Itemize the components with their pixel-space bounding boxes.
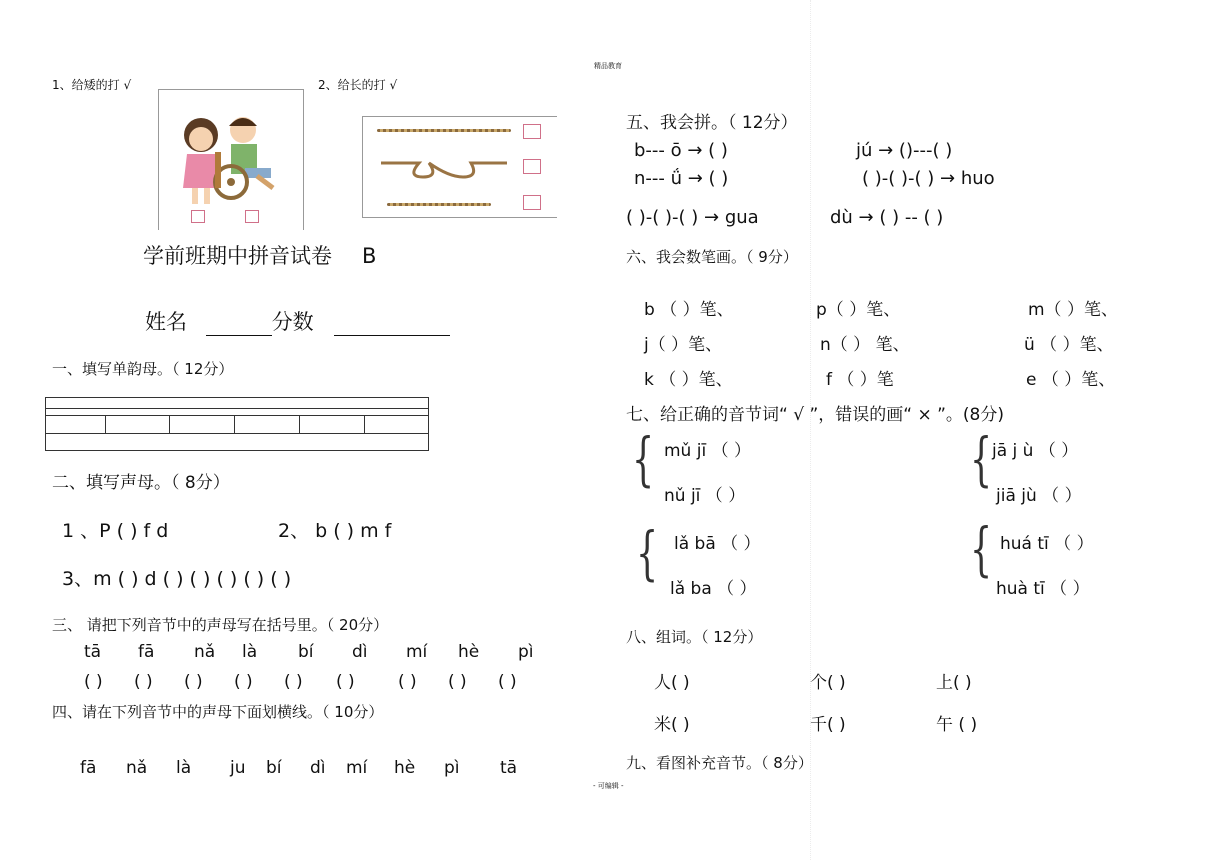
syllable-choice: huá tī （ ） — [1000, 534, 1094, 554]
short-kids-picture — [158, 89, 304, 230]
section-2-row-2: 3、m ( ) d ( ) ( ) ( ) ( ) ( ) — [62, 568, 292, 590]
syllable[interactable]: bí — [266, 758, 282, 778]
section-5-row-2b: ( )-( )-( ) → huo — [862, 168, 995, 189]
syllable[interactable]: hè — [394, 758, 416, 778]
stroke-count-cell: e （ ）笔、 — [1026, 370, 1116, 390]
section-1-title: 一、填写单韵母。 — [52, 360, 173, 378]
word-cell: 米( ) — [654, 715, 690, 735]
syllable[interactable]: fā — [80, 758, 97, 778]
word-cell: 千( ) — [810, 715, 846, 735]
grid-divider — [234, 415, 235, 433]
syllable-choice: jā j ù （ ） — [992, 441, 1079, 461]
section-3-points: （ 20分） — [326, 616, 389, 634]
section-2-heading — [52, 468, 230, 493]
syllable[interactable]: pì — [444, 758, 460, 778]
syllable-choice: lǎ bā （ ） — [674, 534, 761, 554]
section-2-points: （ 8分） — [171, 473, 230, 493]
children-illustration — [159, 90, 303, 230]
section-6-heading: 六、我会数笔画。（ 9分） — [626, 248, 798, 266]
syllable: mí — [406, 642, 428, 662]
page-title — [143, 240, 376, 270]
grid-divider — [105, 415, 106, 433]
answer-box-rope-1[interactable] — [523, 124, 541, 139]
grid-line — [46, 415, 428, 416]
syllable-choice: jiā jù （ ） — [996, 486, 1082, 506]
name-label: 姓名 — [145, 310, 187, 334]
rope-short — [387, 203, 491, 206]
word-cell: 午 ( ) — [936, 715, 978, 735]
stroke-count-cell: p（ ）笔、 — [816, 300, 901, 320]
syllable[interactable]: tā — [500, 758, 518, 778]
stroke-count-cell: f （ ）笔 — [826, 370, 894, 390]
answer-paren[interactable]: ( ) — [234, 672, 253, 692]
syllable[interactable]: là — [176, 758, 192, 778]
title-text: 学前班期中拼音试卷 — [143, 244, 332, 268]
answer-paren[interactable]: ( ) — [84, 672, 103, 692]
answer-box-girl[interactable] — [191, 210, 205, 223]
syllable[interactable]: dì — [310, 758, 326, 778]
grid-line — [46, 408, 428, 409]
question-long-label: 2、给长的打 √ — [318, 78, 398, 92]
answer-paren[interactable]: ( ) — [184, 672, 203, 692]
syllable: fā — [138, 642, 155, 662]
syllable-choice: mǔ jī （ ） — [664, 441, 751, 461]
score-field[interactable] — [334, 313, 450, 336]
title-version: B — [362, 244, 377, 268]
answer-box-boy[interactable] — [245, 210, 259, 223]
section-1-heading — [52, 358, 233, 379]
section-2-row-1a: 1 、P ( ) f d — [62, 520, 169, 542]
stroke-count-cell: n（ ） 笔、 — [820, 335, 910, 355]
footer-note: - 可编辑 - — [593, 782, 624, 790]
syllable: nǎ — [194, 642, 216, 662]
name-field[interactable] — [206, 313, 272, 336]
answer-box-rope-2[interactable] — [523, 159, 541, 174]
word-cell: 上( ) — [936, 673, 972, 693]
stroke-count-cell: k （ ）笔、 — [644, 370, 733, 390]
syllable-choice: lǎ ba （ ） — [670, 579, 757, 599]
syllable-choice: nǔ jī （ ） — [664, 486, 746, 506]
stroke-count-cell: ü （ ）笔、 — [1024, 335, 1114, 355]
section-8-heading: 八、组词。（ 12分） — [626, 628, 763, 646]
section-1-points: （ 12分） — [172, 360, 234, 378]
grid-line — [46, 433, 428, 434]
word-cell: 个( ) — [810, 673, 846, 693]
brace-icon: { — [636, 519, 659, 587]
brace-icon: { — [970, 515, 993, 583]
section-4-points: （ 10分） — [322, 703, 384, 721]
answer-paren[interactable]: ( ) — [336, 672, 355, 692]
grid-divider — [364, 415, 365, 433]
section-3-heading — [52, 614, 388, 635]
syllable[interactable]: ju — [230, 758, 246, 778]
section-5-heading: 五、我会拼。（ 12分） — [626, 113, 798, 133]
syllable: hè — [458, 642, 480, 662]
section-2-title: 二、填写声母。 — [52, 473, 171, 493]
section-2-row-1b: 2、 b ( ) m f — [278, 520, 392, 542]
answer-box-rope-3[interactable] — [523, 195, 541, 210]
syllable: pì — [518, 642, 534, 662]
question-short-label: 1、给矮的打 √ — [52, 78, 132, 92]
syllable[interactable]: mí — [346, 758, 368, 778]
syllable: tā — [84, 642, 102, 662]
section-4-heading — [52, 701, 383, 722]
name-score-line — [145, 306, 450, 336]
answer-paren[interactable]: ( ) — [498, 672, 517, 692]
answer-paren[interactable]: ( ) — [448, 672, 467, 692]
header-brand: 精品教育 — [594, 62, 622, 70]
brace-icon: { — [970, 425, 993, 493]
stroke-count-cell: b （ ）笔、 — [644, 300, 734, 320]
vowel-writing-grid[interactable] — [45, 397, 429, 451]
stroke-count-cell: j（ ）笔、 — [644, 335, 723, 355]
section-7-heading: 七、给正确的音节词“ √ ”，错误的画“ × ”。(8分) — [626, 405, 1005, 425]
syllable-choice: huà tī （ ） — [996, 579, 1090, 599]
syllable[interactable]: nǎ — [126, 758, 148, 778]
rope-long — [377, 129, 511, 132]
grid-divider — [299, 415, 300, 433]
answer-paren[interactable]: ( ) — [134, 672, 153, 692]
word-cell: 人( ) — [654, 673, 690, 693]
section-5-row-1b: jú → ()---( ) — [856, 140, 953, 161]
section-3-title: 三、 请把下列音节中的声母写在括号里。 — [52, 616, 327, 634]
section-5-row-2a: n--- ǘ → ( ) — [634, 168, 729, 189]
syllable: là — [242, 642, 258, 662]
section-5-row-3b: dù → ( ) -- ( ) — [830, 207, 944, 228]
section-9-heading: 九、看图补充音节。（ 8分） — [626, 754, 813, 772]
stroke-count-cell: m（ ）笔、 — [1028, 300, 1118, 320]
answer-paren[interactable]: ( ) — [284, 672, 303, 692]
syllable: dì — [352, 642, 368, 662]
rope-coiled-icon — [379, 157, 509, 179]
answer-paren[interactable]: ( ) — [398, 672, 417, 692]
section-5-row-1a: b--- ō → ( ) — [634, 140, 728, 161]
section-4-title: 四、请在下列音节中的声母下面划横线。 — [52, 703, 323, 721]
section-5-row-3a: ( )-( )-( ) → gua — [626, 207, 759, 228]
grid-divider — [169, 415, 170, 433]
long-ropes-picture — [362, 116, 557, 218]
syllable: bí — [298, 642, 314, 662]
brace-icon: { — [632, 425, 655, 493]
score-label: 分数 — [271, 310, 314, 334]
